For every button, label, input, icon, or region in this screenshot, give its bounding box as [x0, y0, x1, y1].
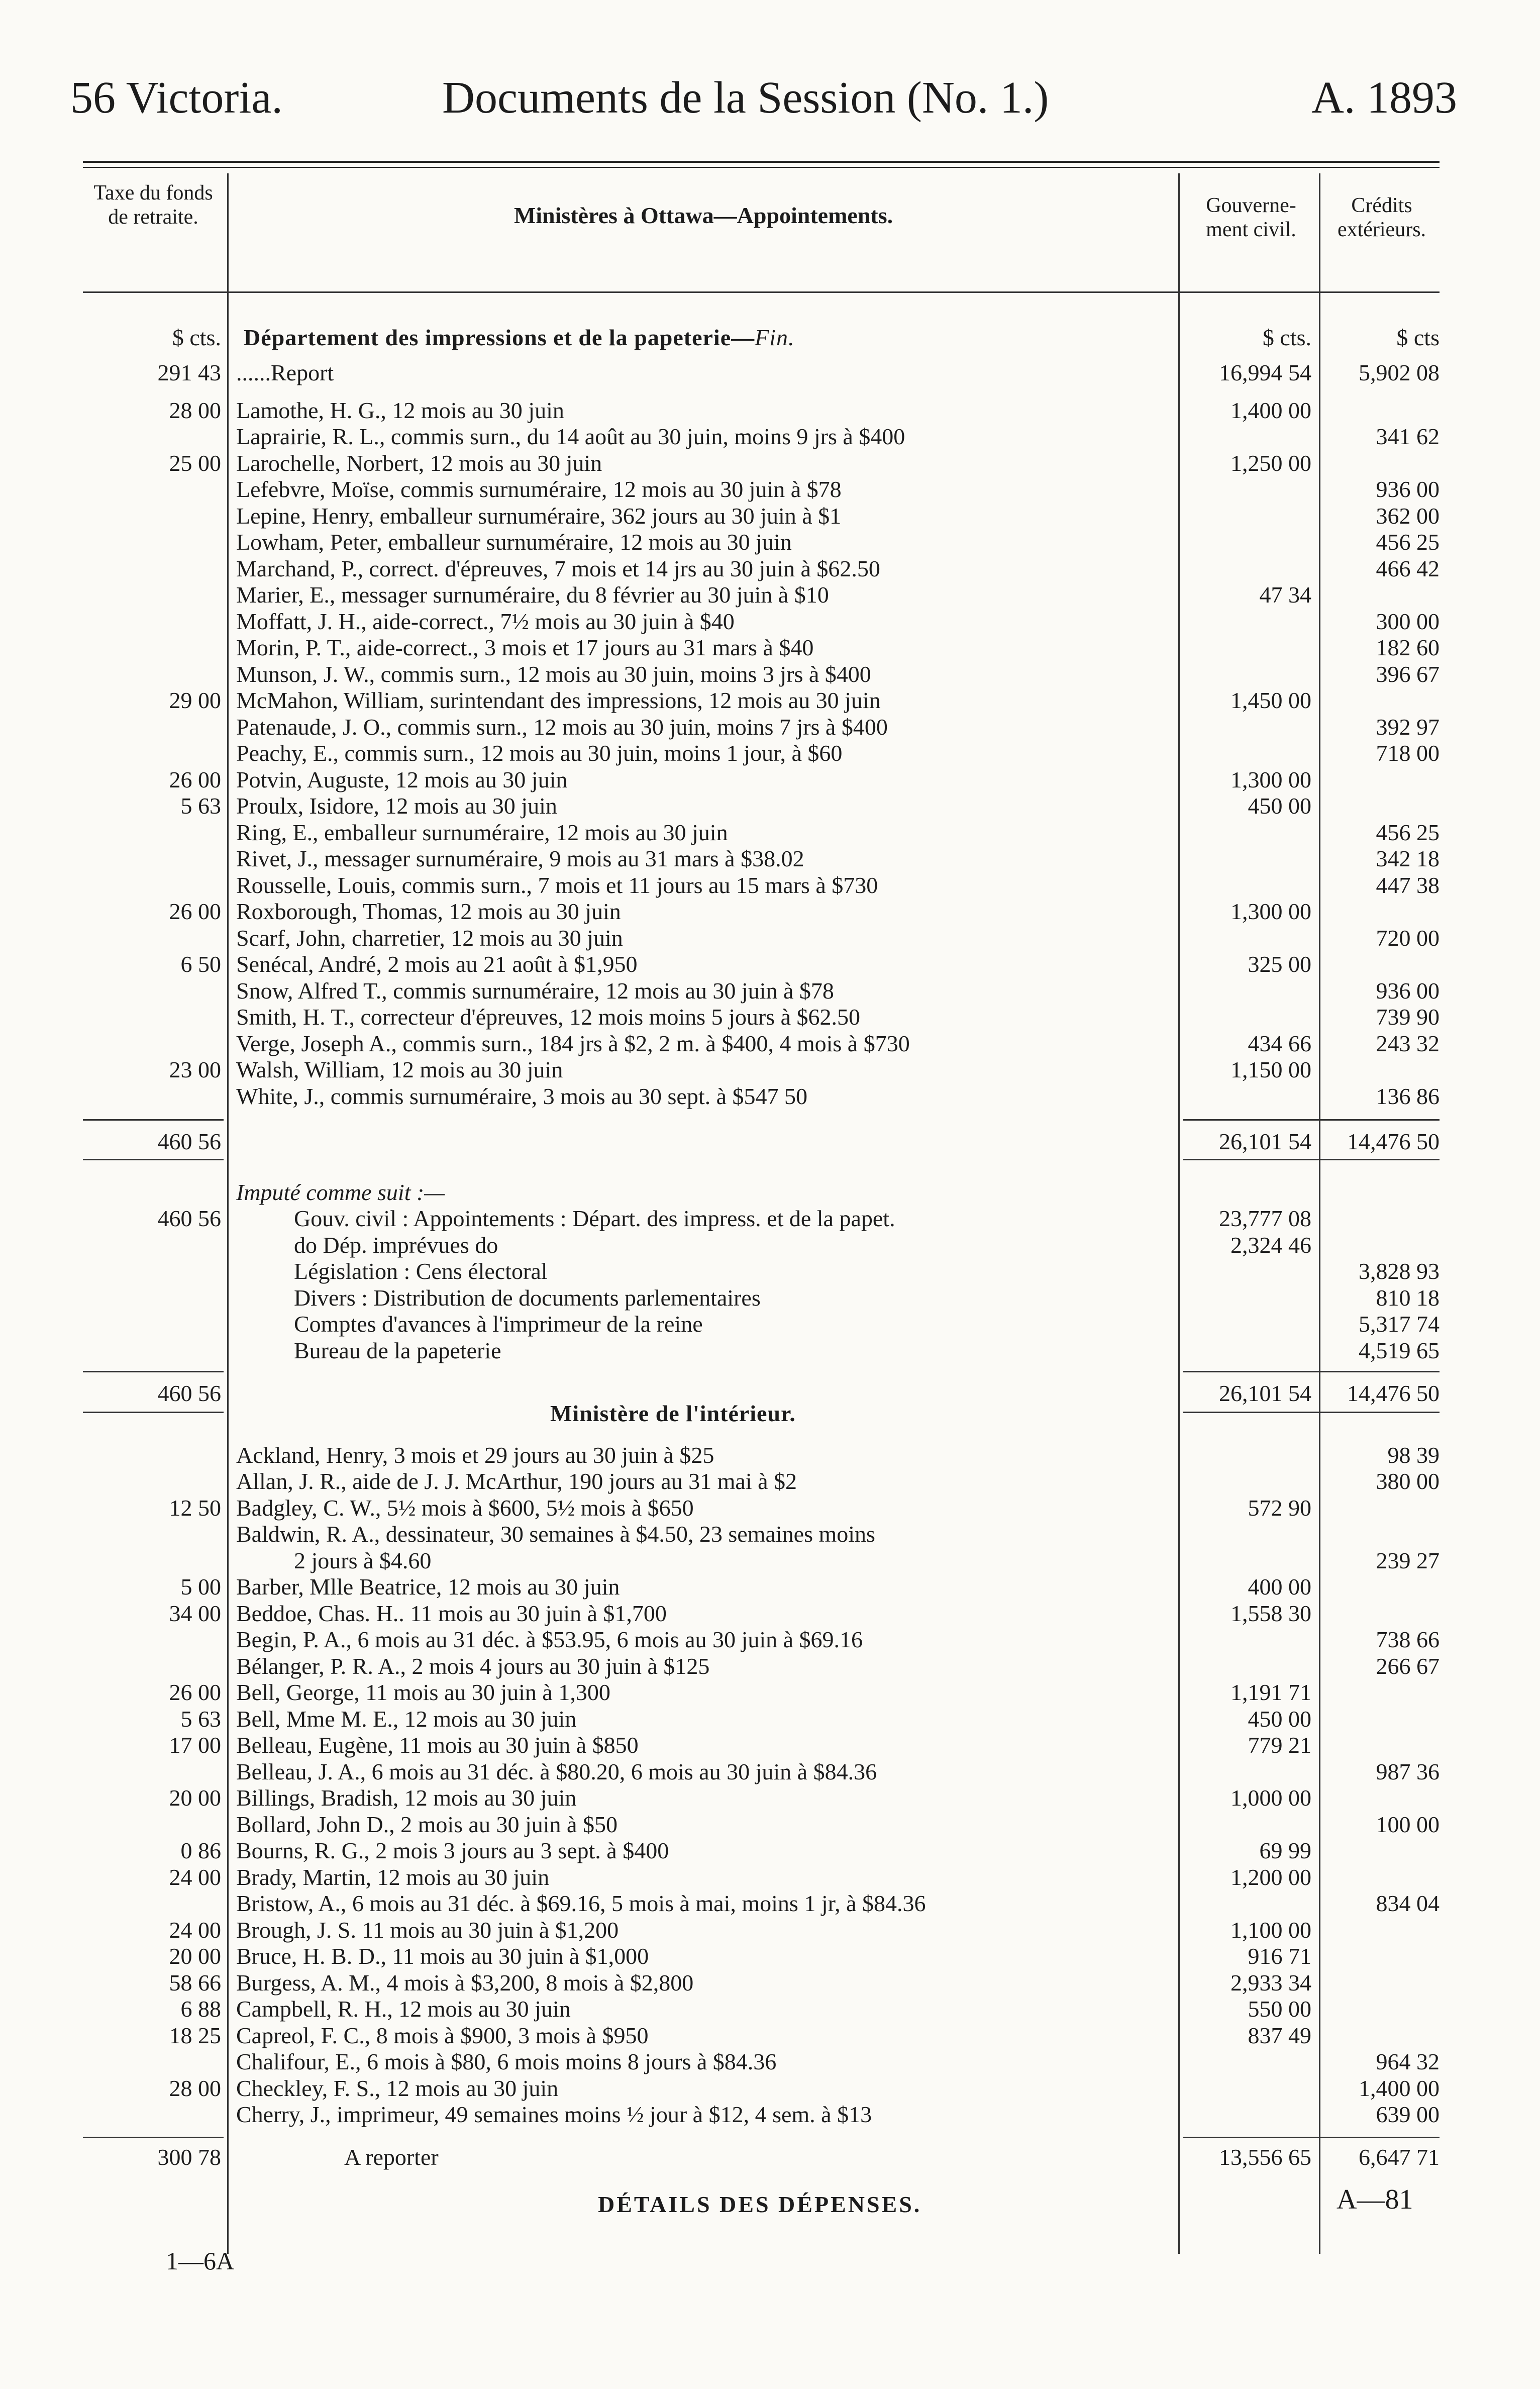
- description-cell: Morin, P. T., aide-correct., 3 mois et 17 jours au 31 mars à $40: [236, 635, 814, 660]
- description-cell: Beddoe, Chas. H.. 11 mois au 30 juin à $1,700: [236, 1601, 667, 1626]
- description-cell: Législation : Cens électoral: [294, 1258, 548, 1284]
- retraite-cell: 460 56: [157, 1206, 221, 1231]
- table-row: [83, 1468, 1440, 1495]
- retraite-cell: 5 00: [180, 1574, 221, 1600]
- retraite-cell: 12 50: [169, 1495, 221, 1521]
- description-cell: Barber, Mlle Beatrice, 12 mois au 30 juin: [236, 1574, 620, 1600]
- description-cell: Lepine, Henry, emballeur surnuméraire, 362 jours au 30 juin à $1: [236, 503, 842, 529]
- table-row: [83, 1547, 1440, 1574]
- retraite-cell: 58 66: [169, 1970, 221, 1996]
- table-row: [83, 1284, 1440, 1312]
- table-row: [83, 1996, 1440, 2023]
- gouvernement-cell: 1,300 00: [1230, 899, 1311, 924]
- table-row: [83, 581, 1440, 609]
- description-cell: Bourns, R. G., 2 mois 3 jours au 3 sept. à $400: [236, 1838, 669, 1863]
- column-header-ministeres: Ministères à Ottawa—Appointements.: [514, 203, 893, 228]
- column-header-gouvernement: Gouverne-ment civil.: [1206, 194, 1296, 241]
- gouvernement-cell: 69 99: [1259, 1838, 1311, 1863]
- table-row: [83, 608, 1440, 635]
- credits-cell: 5,317 74: [1359, 1311, 1440, 1337]
- credits-cell: 936 00: [1376, 476, 1440, 502]
- retraite-cell: 28 00: [169, 397, 221, 423]
- gouvernement-cell: 1,558 30: [1230, 1601, 1311, 1626]
- description-cell: ......Report: [236, 360, 334, 385]
- gouvernement-cell: 1,250 00: [1230, 450, 1311, 476]
- top-rule: [83, 161, 1440, 163]
- description-cell: Bell, George, 11 mois au 30 juin à 1,300: [236, 1679, 610, 1705]
- retraite-cell: 0 86: [180, 1838, 221, 1863]
- description-cell: Belleau, Eugène, 11 mois au 30 juin à $850: [236, 1732, 639, 1758]
- table-row: [83, 2075, 1440, 2102]
- description-cell: Senécal, André, 2 mois au 21 août à $1,950: [236, 951, 638, 977]
- table-row: [83, 1626, 1440, 1653]
- gouvernement-cell: 400 00: [1248, 1574, 1311, 1600]
- table-row: [83, 1969, 1440, 1997]
- credits-cell: 243 32: [1376, 1031, 1440, 1056]
- table-row: [83, 2144, 1440, 2171]
- table-row: [83, 555, 1440, 582]
- table-row: [83, 1442, 1440, 1469]
- gouvernement-cell: 13,556 65: [1219, 2144, 1311, 2170]
- description-cell: Billings, Bradish, 12 mois au 30 juin: [236, 1785, 577, 1811]
- table-row: [83, 1679, 1440, 1706]
- gouvernement-cell: 1,150 00: [1230, 1057, 1311, 1082]
- description-cell: Patenaude, J. O., commis surn., 12 mois au 30 juin, moins 7 jrs à $400: [236, 714, 888, 740]
- credits-cell: 300 00: [1376, 609, 1440, 634]
- credits-cell: 739 90: [1376, 1004, 1440, 1030]
- description-cell: A reporter: [344, 2144, 439, 2170]
- table-row: [83, 766, 1440, 793]
- credits-cell: 4,519 65: [1359, 1338, 1440, 1363]
- total-rule: [1183, 1159, 1440, 1160]
- retraite-cell: 6 88: [180, 1996, 221, 2022]
- credits-cell: 964 32: [1376, 2049, 1440, 2074]
- description-cell: Bollard, John D., 2 mois au 30 juin à $50: [236, 1812, 618, 1837]
- gouvernement-cell: 450 00: [1248, 1706, 1311, 1732]
- description-cell: Cherry, J., imprimeur, 49 semaines moins ½ jour à $12, 4 sem. à $13: [236, 2102, 872, 2127]
- retraite-cell: 18 25: [169, 2023, 221, 2048]
- table-row: [83, 977, 1440, 1005]
- retraite-cell: 20 00: [169, 1785, 221, 1811]
- total-rule: [83, 1159, 224, 1160]
- gouvernement-cell: 2,933 34: [1230, 1970, 1311, 1996]
- table-row: [83, 872, 1440, 899]
- page-number: A—81: [1337, 2184, 1413, 2215]
- table-row: [83, 1232, 1440, 1259]
- table-row: [83, 359, 1440, 386]
- description-cell: Snow, Alfred T., commis surnuméraire, 12 mois au 30 juin à $78: [236, 978, 834, 1004]
- credits-cell: 362 00: [1376, 503, 1440, 529]
- description-cell: Baldwin, R. A., dessinateur, 30 semaines à $4.50, 23 semaines moins: [236, 1521, 875, 1547]
- description-cell: Scarf, John, charretier, 12 mois au 30 juin: [236, 925, 623, 951]
- table-row: [83, 1706, 1440, 1733]
- description-cell: Rousselle, Louis, commis surn., 7 mois et 11 jours au 15 mars à $730: [236, 872, 878, 898]
- retraite-cell: 29 00: [169, 687, 221, 713]
- credits-cell: 718 00: [1376, 740, 1440, 766]
- table-row: [83, 1811, 1440, 1838]
- credits-cell: 14,476 50: [1347, 1380, 1440, 1406]
- column-header-credits: Crédits extérieurs.: [1337, 194, 1426, 241]
- section-title-interieur: Ministère de l'intérieur.: [550, 1401, 796, 1426]
- description-cell: Begin, P. A., 6 mois au 31 déc. à $53.95, 6 mois au 30 juin à $69.16: [236, 1627, 863, 1652]
- credits-cell: 380 00: [1376, 1468, 1440, 1494]
- table-row: [83, 1573, 1440, 1601]
- table-row: [83, 819, 1440, 846]
- section-title-text: Département des impressions et de la papeterie—: [244, 325, 755, 350]
- table-row: [83, 503, 1440, 530]
- credits-cell: 456 25: [1376, 529, 1440, 555]
- retraite-cell: 460 56: [157, 1380, 221, 1406]
- gouvernement-cell: 1,191 71: [1230, 1679, 1311, 1705]
- unit-retraite: $ cts.: [172, 325, 221, 350]
- description-cell: Proulx, Isidore, 12 mois au 30 juin: [236, 793, 557, 819]
- description-cell: Burgess, A. M., 4 mois à $3,200, 8 mois à $2,800: [236, 1970, 694, 1996]
- description-cell: Laprairie, R. L., commis surn., du 14 août au 30 juin, moins 9 jrs à $400: [236, 424, 905, 449]
- gouvernement-cell: 1,100 00: [1230, 1917, 1311, 1943]
- table-row: [83, 687, 1440, 714]
- table-row: [83, 898, 1440, 925]
- credits-cell: 182 60: [1376, 635, 1440, 660]
- retraite-cell: 300 78: [157, 2144, 221, 2170]
- table-row: [83, 1943, 1440, 1970]
- table-row: [83, 1205, 1440, 1232]
- gouvernement-cell: 16,994 54: [1219, 360, 1311, 385]
- table-row: [83, 1004, 1440, 1031]
- table-row: [83, 792, 1440, 820]
- description-cell: Marier, E., messager surnuméraire, du 8 février au 30 juin à $10: [236, 582, 829, 608]
- table-row: [83, 1758, 1440, 1785]
- description-cell: Verge, Joseph A., commis surn., 184 jrs à $2, 2 m. à $400, 4 mois à $730: [236, 1031, 910, 1056]
- table-row: [83, 1030, 1440, 1057]
- retraite-cell: 23 00: [169, 1057, 221, 1082]
- impute-title-row: [83, 1179, 1440, 1206]
- table-row: [83, 925, 1440, 952]
- table-row: [83, 2048, 1440, 2075]
- credits-cell: 341 62: [1376, 424, 1440, 449]
- unit-credits: $ cts: [1396, 325, 1440, 350]
- page-header: [70, 70, 1457, 126]
- table-row: [83, 740, 1440, 767]
- subtotal-rule: [83, 1371, 224, 1372]
- description-cell: Lowham, Peter, emballeur surnuméraire, 12 mois au 30 juin: [236, 529, 792, 555]
- gouvernement-cell: 47 34: [1259, 582, 1311, 608]
- credits-cell: 3,828 93: [1359, 1258, 1440, 1284]
- description-cell: Bruce, H. B. D., 11 mois au 30 juin à $1,000: [236, 1943, 649, 1969]
- sheet-mark: 1—6A: [166, 2247, 235, 2275]
- table-row: [83, 661, 1440, 688]
- description-cell: Peachy, E., commis surn., 12 mois au 30 juin, moins 1 jour, à $60: [236, 740, 843, 766]
- description-cell: Bell, Mme M. E., 12 mois au 30 juin: [236, 1706, 577, 1732]
- description-cell: Ring, E., emballeur surnuméraire, 12 mois au 30 juin: [236, 820, 728, 845]
- description-cell: Belleau, J. A., 6 mois au 31 déc. à $80.20, 6 mois au 30 juin à $84.36: [236, 1759, 877, 1784]
- column-header-retraite: Taxe du fonds de retraite.: [93, 181, 213, 229]
- table-row: [83, 529, 1440, 556]
- description-cell: Lamothe, H. G., 12 mois au 30 juin: [236, 397, 564, 423]
- table-row: [83, 1600, 1440, 1627]
- ledger-table: [83, 173, 1440, 2254]
- description-cell: Comptes d'avances à l'imprimeur de la reine: [294, 1311, 703, 1337]
- credits-cell: 639 00: [1376, 2102, 1440, 2127]
- retraite-cell: 26 00: [169, 767, 221, 792]
- table-row: [83, 1653, 1440, 1680]
- table-row: [83, 1521, 1440, 1548]
- gouvernement-cell: 1,400 00: [1230, 397, 1311, 423]
- description-cell: Walsh, William, 12 mois au 30 juin: [236, 1057, 563, 1082]
- header-title: Documents de la Session (No. 1.): [442, 73, 1049, 123]
- subtotal-rule: [1183, 2137, 1440, 2138]
- description-cell: 2 jours à $4.60: [294, 1548, 432, 1573]
- subtotal-rule: [83, 2137, 224, 2138]
- footer-note: DÉTAILS DES DÉPENSES.: [598, 2192, 922, 2217]
- table-row: [83, 951, 1440, 978]
- description-cell: Allan, J. R., aide de J. J. McArthur, 190 jours au 31 mai à $2: [236, 1468, 797, 1494]
- subtotal-rule: [83, 1119, 224, 1121]
- table-row: [83, 1056, 1440, 1083]
- table-row: [83, 1917, 1440, 1944]
- table-row: [83, 1083, 1440, 1110]
- credits-cell: 987 36: [1376, 1759, 1440, 1784]
- table-row: [83, 1890, 1440, 1917]
- gouvernement-cell: 1,300 00: [1230, 767, 1311, 792]
- credits-cell: 239 27: [1376, 1548, 1440, 1573]
- credits-cell: 447 38: [1376, 872, 1440, 898]
- retraite-cell: 460 56: [157, 1129, 221, 1154]
- table-row: [83, 397, 1440, 424]
- table-row: [83, 1784, 1440, 1812]
- credits-cell: 936 00: [1376, 978, 1440, 1004]
- description-cell: Lefebvre, Moïse, commis surnuméraire, 12 mois au 30 juin à $78: [236, 476, 842, 502]
- header-rule: [83, 291, 1440, 293]
- credits-cell: 266 67: [1376, 1653, 1440, 1679]
- credits-cell: 1,400 00: [1359, 2075, 1440, 2101]
- gouvernement-cell: 26,101 54: [1219, 1129, 1311, 1154]
- credits-cell: 810 18: [1376, 1285, 1440, 1311]
- description-cell: Brady, Martin, 12 mois au 30 juin: [236, 1864, 550, 1890]
- credits-cell: 738 66: [1376, 1627, 1440, 1652]
- table-row: [83, 2022, 1440, 2049]
- header-year: A. 1893: [1311, 73, 1457, 123]
- credits-cell: 720 00: [1376, 925, 1440, 951]
- table-row: [83, 2101, 1440, 2128]
- credits-cell: 6,647 71: [1359, 2144, 1440, 2170]
- description-cell: Badgley, C. W., 5½ mois à $600, 5½ mois à $650: [236, 1495, 694, 1521]
- retraite-cell: 20 00: [169, 1943, 221, 1969]
- impute-title: Imputé comme suit :—: [236, 1179, 445, 1205]
- description-cell: Capreol, F. C., 8 mois à $900, 3 mois à $950: [236, 2023, 649, 2048]
- gouvernement-cell: 434 66: [1248, 1031, 1311, 1056]
- credits-cell: 342 18: [1376, 846, 1440, 871]
- gouvernement-cell: 837 49: [1248, 2023, 1311, 2048]
- description-cell: Gouv. civil : Appointements : Départ. des impress. et de la papet.: [294, 1206, 895, 1231]
- credits-cell: 5,902 08: [1359, 360, 1440, 385]
- retraite-cell: 17 00: [169, 1732, 221, 1758]
- description-cell: Smith, H. T., correcteur d'épreuves, 12 mois moins 5 jours à $62.50: [236, 1004, 860, 1030]
- credits-cell: 14,476 50: [1347, 1129, 1440, 1154]
- description-cell: Checkley, F. S., 12 mois au 30 juin: [236, 2075, 559, 2101]
- description-cell: Potvin, Auguste, 12 mois au 30 juin: [236, 767, 568, 792]
- description-cell: Rivet, J., messager surnuméraire, 9 mois au 31 mars à $38.02: [236, 846, 804, 871]
- credits-cell: 392 97: [1376, 714, 1440, 740]
- retraite-cell: 26 00: [169, 899, 221, 924]
- description-cell: Munson, J. W., commis surn., 12 mois au 30 juin, moins 3 jrs à $400: [236, 661, 871, 687]
- total-rule: [1183, 1412, 1440, 1413]
- gouvernement-cell: 1,450 00: [1230, 687, 1311, 713]
- retraite-cell: 25 00: [169, 450, 221, 476]
- table-row: [83, 1864, 1440, 1891]
- gouvernement-cell: 2,324 46: [1230, 1232, 1311, 1258]
- retraite-cell: 5 63: [180, 1706, 221, 1732]
- retraite-cell: 28 00: [169, 2075, 221, 2101]
- table-row: [83, 714, 1440, 741]
- section-title-impressions: [244, 324, 795, 351]
- description-cell: Divers : Distribution de documents parlementaires: [294, 1285, 761, 1311]
- subtotal-rule: [1183, 1119, 1440, 1121]
- table-row: [83, 1732, 1440, 1759]
- retraite-cell: 34 00: [169, 1601, 221, 1626]
- description-cell: Campbell, R. H., 12 mois au 30 juin: [236, 1996, 571, 2022]
- credits-cell: 466 42: [1376, 556, 1440, 581]
- unit-gouvernement: $ cts.: [1262, 325, 1311, 350]
- credits-cell: 100 00: [1376, 1812, 1440, 1837]
- description-cell: Moffatt, J. H., aide-correct., 7½ mois au 30 juin à $40: [236, 609, 735, 634]
- description-cell: Chalifour, E., 6 mois à $80, 6 mois moins 8 jours à $84.36: [236, 2049, 777, 2074]
- table-row: [83, 1337, 1440, 1364]
- gouvernement-cell: 550 00: [1248, 1996, 1311, 2022]
- retraite-cell: 6 50: [180, 951, 221, 977]
- description-cell: do Dép. imprévues do: [294, 1232, 498, 1258]
- retraite-cell: 291 43: [157, 360, 221, 385]
- retraite-cell: 26 00: [169, 1679, 221, 1705]
- description-cell: Roxborough, Thomas, 12 mois au 30 juin: [236, 899, 621, 924]
- description-cell: Bélanger, P. R. A., 2 mois 4 jours au 30 juin à $125: [236, 1653, 710, 1679]
- description-cell: Marchand, P., correct. d'épreuves, 7 mois et 14 jrs au 30 juin à $62.50: [236, 556, 880, 581]
- description-cell: Ackland, Henry, 3 mois et 29 jours au 30 juin à $25: [236, 1442, 714, 1468]
- table-row: [83, 1128, 1440, 1155]
- description-cell: Larochelle, Norbert, 12 mois au 30 juin: [236, 450, 602, 476]
- description-cell: Bristow, A., 6 mois au 31 déc. à $69.16, 5 mois à mai, moins 1 jr, à $84.36: [236, 1890, 926, 1916]
- description-cell: White, J., commis surnuméraire, 3 mois au 30 sept. à $547 50: [236, 1083, 808, 1109]
- gouvernement-cell: 26,101 54: [1219, 1380, 1311, 1406]
- table-row: [83, 1258, 1440, 1285]
- header-session: 56 Victoria.: [70, 73, 283, 123]
- credits-cell: 396 67: [1376, 661, 1440, 687]
- table-row: [83, 1311, 1440, 1338]
- table-row: [83, 423, 1440, 450]
- section-title-suffix: Fin.: [755, 325, 795, 350]
- subtotal-rule: [1183, 1371, 1440, 1372]
- credits-cell: 834 04: [1376, 1890, 1440, 1916]
- gouvernement-cell: 779 21: [1248, 1732, 1311, 1758]
- gouvernement-cell: 1,200 00: [1230, 1864, 1311, 1890]
- retraite-cell: 24 00: [169, 1864, 221, 1890]
- total-rule: [83, 1412, 224, 1413]
- gouvernement-cell: 450 00: [1248, 793, 1311, 819]
- table-row: [83, 1495, 1440, 1522]
- gouvernement-cell: 916 71: [1248, 1943, 1311, 1969]
- gouvernement-cell: 572 90: [1248, 1495, 1311, 1521]
- description-cell: Brough, J. S. 11 mois au 30 juin à $1,200: [236, 1917, 619, 1943]
- description-cell: McMahon, William, surintendant des impressions, 12 mois au 30 juin: [236, 687, 881, 713]
- credits-cell: 136 86: [1376, 1083, 1440, 1109]
- table-row: [83, 450, 1440, 477]
- table-row: [83, 476, 1440, 503]
- gouvernement-cell: 23,777 08: [1219, 1206, 1311, 1231]
- gouvernement-cell: 1,000 00: [1230, 1785, 1311, 1811]
- table-row: [83, 1837, 1440, 1864]
- table-row: [83, 634, 1440, 661]
- table-row: [83, 845, 1440, 872]
- gouvernement-cell: 325 00: [1248, 951, 1311, 977]
- top-rule-thin: [83, 167, 1440, 168]
- credits-cell: 456 25: [1376, 820, 1440, 845]
- credits-cell: 98 39: [1387, 1442, 1440, 1468]
- retraite-cell: 24 00: [169, 1917, 221, 1943]
- retraite-cell: 5 63: [180, 793, 221, 819]
- description-cell: Bureau de la papeterie: [294, 1338, 501, 1363]
